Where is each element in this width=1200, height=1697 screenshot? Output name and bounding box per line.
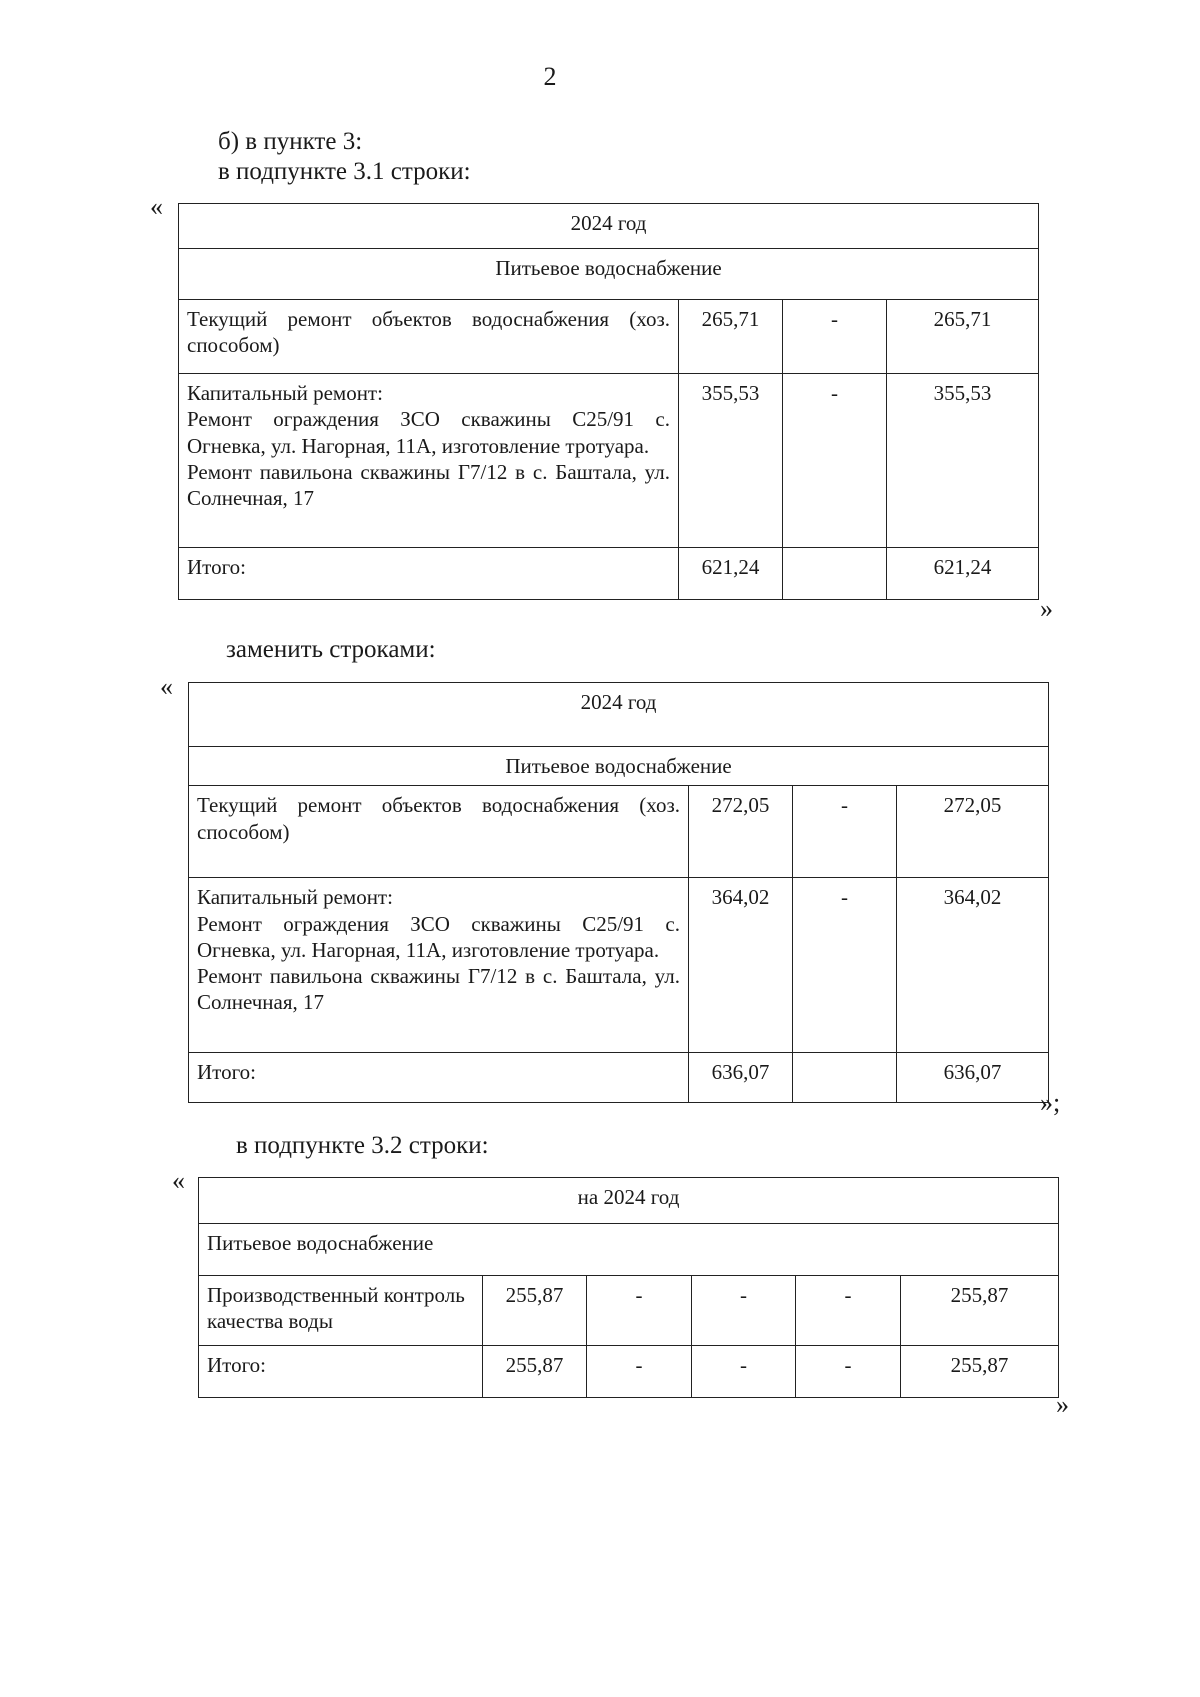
intro-line-2: в подпункте 3.1 строки:: [218, 158, 471, 185]
table3-total-label: Итого:: [199, 1346, 483, 1398]
table-row: [179, 300, 1039, 374]
table1-section-header: Питьевое водоснабжение: [179, 249, 1039, 300]
table-row: [189, 878, 1049, 1053]
table1-year-header: 2024 год: [179, 204, 1039, 249]
table-original-3-2: [198, 1177, 1059, 1398]
table1-row1-v2: -: [783, 300, 887, 374]
table2-total-v3: 636,07: [897, 1053, 1049, 1103]
table2-row2-v1: 364,02: [689, 878, 793, 1053]
table1-row1-v3: 265,71: [887, 300, 1039, 374]
table3-row1-v3: -: [692, 1276, 796, 1346]
table2-row2-label: [189, 878, 689, 1053]
close-quote-3: »: [1056, 1390, 1069, 1419]
table3-row1-label: Производственный контроль качества воды: [199, 1276, 483, 1346]
table1-row2-v1: 355,53: [679, 374, 783, 548]
table1-row2-title: Капитальный ремонт:: [187, 381, 383, 405]
table-replacement-3-1: [188, 682, 1049, 1103]
table2-row2-part2: Ремонт павильона скважины Г7/12 в с. Баштала, ул. Солнечная, 17: [197, 964, 680, 1015]
table2-row2-part1: Ремонт ограждения ЗСО скважины С25/91 с. Огневка, ул. Нагорная, 11А, изготовление тротуара.: [197, 911, 680, 962]
table2-year-header: 2024 год: [189, 683, 1049, 747]
table2-total-v1: 636,07: [689, 1053, 793, 1103]
table3-total-v2: -: [587, 1346, 692, 1398]
replace-text: заменить строками:: [226, 636, 436, 663]
table2-row2-title: Капитальный ремонт:: [197, 885, 393, 910]
table3-total-v4: -: [796, 1346, 901, 1398]
table-row: [189, 1053, 1049, 1103]
subpoint-3-2-text: в подпункте 3.2 строки:: [236, 1132, 489, 1159]
table-row: [199, 1346, 1059, 1398]
table2-row1-v3: 272,05: [897, 786, 1049, 878]
table3-total-v5: 255,87: [901, 1346, 1059, 1398]
page-number: 2: [543, 62, 557, 91]
close-quote-1: »: [1040, 594, 1053, 623]
table1-row2-v2: -: [783, 374, 887, 548]
table2-row1-label: Текущий ремонт объектов водоснабжения (хоз. способом): [189, 786, 689, 878]
intro-line-1: б) в пункте 3:: [218, 128, 363, 155]
open-quote-2: «: [160, 672, 173, 701]
table-original-3-1: [178, 203, 1039, 600]
table3-section-header: Питьевое водоснабжение: [199, 1224, 1059, 1276]
table-row: [199, 1276, 1059, 1346]
table-row: [189, 786, 1049, 878]
table2-row2-v2: -: [793, 878, 897, 1053]
table2-section-header: Питьевое водоснабжение: [189, 747, 1049, 786]
table1-total-v2: [783, 548, 887, 600]
table1-row2-v3: 355,53: [887, 374, 1039, 548]
table1-total-v3: 621,24: [887, 548, 1039, 600]
table3-total-v3: -: [692, 1346, 796, 1398]
table1-row2-part1: Ремонт ограждения ЗСО скважины С25/91 с. Огневка, ул. Нагорная, 11А, изготовление тротуара.: [187, 407, 670, 458]
table-row: [179, 548, 1039, 600]
table2-row1-v2: -: [793, 786, 897, 878]
table3-row1-v1: 255,87: [483, 1276, 587, 1346]
table1-total-label: Итого:: [179, 548, 679, 600]
close-quote-2: »;: [1040, 1088, 1061, 1117]
table2-total-label: Итого:: [189, 1053, 689, 1103]
table1-total-v1: 621,24: [679, 548, 783, 600]
open-quote-1: «: [150, 192, 163, 221]
table3-row1-v2: -: [587, 1276, 692, 1346]
table1-row1-v1: 265,71: [679, 300, 783, 374]
table1-row1-label: Текущий ремонт объектов водоснабжения (хоз. способом): [179, 300, 679, 374]
table3-year-header: на 2024 год: [199, 1178, 1059, 1224]
table1-row2-part2: Ремонт павильона скважины Г7/12 в с. Баштала, ул. Солнечная, 17: [187, 459, 670, 510]
table2-row2-v3: 364,02: [897, 878, 1049, 1053]
table2-row1-v1: 272,05: [689, 786, 793, 878]
open-quote-3: «: [172, 1166, 185, 1195]
table3-total-v1: 255,87: [483, 1346, 587, 1398]
table-row: [179, 374, 1039, 548]
table1-row2-label: [179, 374, 679, 548]
table2-total-v2: [793, 1053, 897, 1103]
table3-row1-v5: 255,87: [901, 1276, 1059, 1346]
table3-row1-v4: -: [796, 1276, 901, 1346]
